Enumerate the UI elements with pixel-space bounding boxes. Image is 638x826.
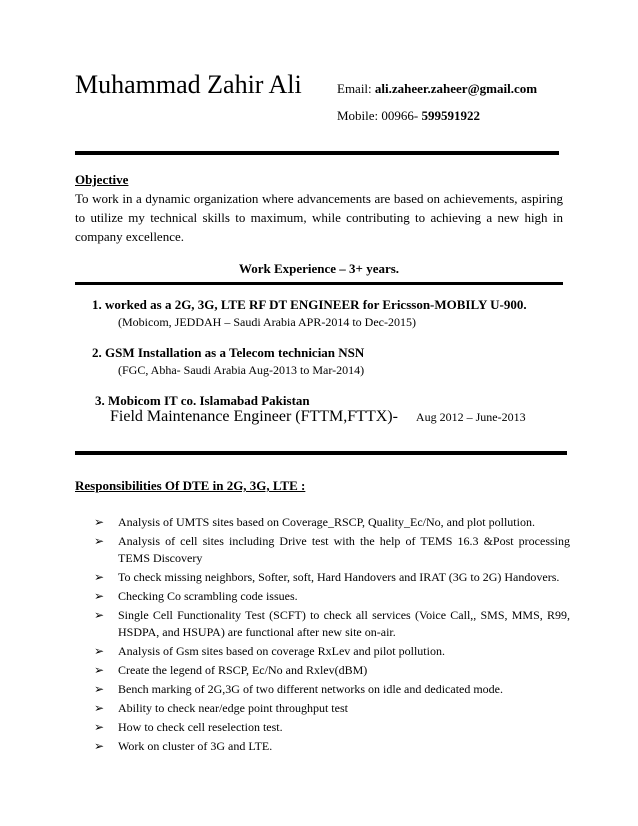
email-line [337,81,537,97]
experience-divider [75,282,563,285]
job-detail [118,362,364,378]
list-item-text: Analysis of cell sites including Drive test with the help of TEMS 16.3 &Post processing TEMS Discovery [118,534,570,565]
list-item [94,607,570,641]
job-title-text: GSM Installation as a Telecom technician NSN [105,345,365,360]
job-detail [118,314,416,330]
objective-heading: Objective [75,172,129,187]
mobile-label: Mobile: 00966- [337,108,419,123]
arrowhead-bullet-icon: ➢ [94,720,105,734]
responsibilities-list [94,514,570,757]
header-divider [75,151,559,155]
job-dates: Aug 2012 – June-2013 [415,410,526,424]
list-item-text: Analysis of UMTS sites based on Coverage_RSCP, Quality_Ec/No, and plot pollution. [118,515,535,529]
list-item-text: Checking Co scrambling code issues. [118,589,298,603]
mobile-number: 599591922 [421,108,480,123]
list-item [94,588,570,605]
email-label: Email: [337,81,372,96]
job-detail-text: (Mobicom, JEDDAH – Saudi Arabia APR-2014 to Dec-2015) [118,315,416,329]
arrowhead-bullet-icon: ➢ [94,515,105,529]
arrowhead-bullet-icon: ➢ [94,534,105,548]
list-item-text: Single Cell Functionality Test (SCFT) to check all services (Voice Call,, SMS, MMS, R99, HSDPA, and HSUPA) are functional after new site on-air. [118,608,570,639]
list-item [94,681,570,698]
list-item [94,643,570,660]
list-item [94,569,570,586]
list-item [94,662,570,679]
list-item [94,738,570,755]
list-item [94,700,570,717]
list-item-text: How to check cell reselection test. [118,720,283,734]
list-item-text: Ability to check near/edge point throughput test [118,701,348,715]
objective-text: To work in a dynamic organization where advancements are based on achievements, aspiring to utilize my technical skills to maximum, while contributing to achieving a new high in company excellence. [75,191,563,244]
job-number: 2. [92,345,102,360]
candidate-name: Muhammad Zahir Ali [75,70,302,99]
job-title [95,393,310,409]
job-detail [110,408,526,426]
email-address: ali.zaheer.zaheer@gmail.com [374,81,538,96]
job-title-text: worked as a 2G, 3G, LTE RF DT ENGINEER for Ericsson-MOBILY U-900. [105,297,527,312]
responsibilities-heading: Responsibilities Of DTE in 2G, 3G, LTE : [75,478,306,493]
list-item-text: Work on cluster of 3G and LTE. [118,739,273,753]
list-item [94,514,570,531]
list-item-text: Analysis of Gsm sites based on coverage RxLev and pilot pollution. [118,644,445,658]
job-title-text: Mobicom IT co. Islamabad Pakistan [108,393,310,408]
arrowhead-bullet-icon: ➢ [94,570,105,584]
arrowhead-bullet-icon: ➢ [94,663,105,677]
job-detail-text: (FGC, Abha- Saudi Arabia Aug-2013 to Mar-2014) [118,363,365,377]
job-title [92,345,364,361]
list-item [94,533,570,567]
arrowhead-bullet-icon: ➢ [94,589,105,603]
list-item-text: To check missing neighbors, Softer, soft, Hard Handovers and IRAT (3G to 2G) Handovers. [118,570,560,584]
responsibilities-divider [75,451,567,455]
list-item-text: Create the legend of RSCP, Ec/No and Rxlev(dBM) [118,663,368,677]
arrowhead-bullet-icon: ➢ [94,682,105,696]
arrowhead-bullet-icon: ➢ [94,608,105,622]
job-number: 3. [95,393,105,408]
work-experience-heading: Work Experience – 3+ years. [238,261,400,276]
list-item-text: Bench marking of 2G,3G of two different networks on idle and dedicated mode. [118,682,504,696]
job-detail-text: Field Maintenance Engineer (FTTM,FTTX)- [110,408,398,425]
arrowhead-bullet-icon: ➢ [94,644,105,658]
job-number: 1. [92,297,102,312]
job-title [92,297,527,313]
list-item [94,719,570,736]
arrowhead-bullet-icon: ➢ [94,739,105,753]
arrowhead-bullet-icon: ➢ [94,701,105,715]
mobile-line [337,108,480,124]
